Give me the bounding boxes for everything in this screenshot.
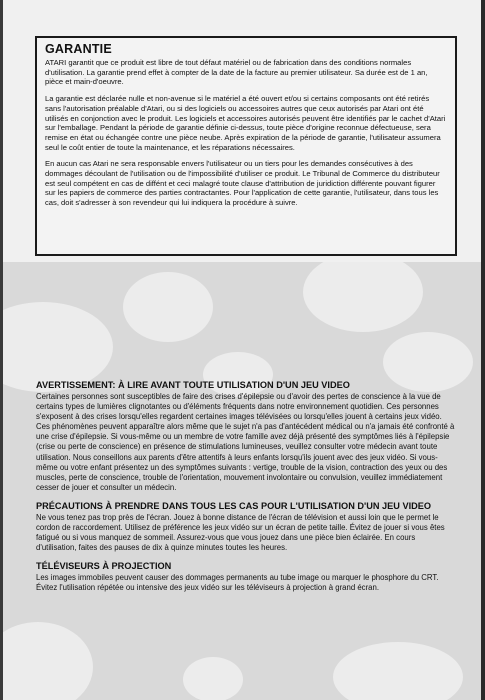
background-blob xyxy=(3,302,113,392)
background-blob xyxy=(183,657,243,700)
section-title: PRÉCAUTIONS À PRENDRE DANS TOUS LES CAS POUR L'UTILISATION D'UN JEU VIDEO xyxy=(36,500,432,511)
section-text: Ne vous tenez pas trop près de l'écran. Jouez à bonne distance de l'écran de télévision et aussi loin que le permet le cordon de raccordement. Utilisez de préférence les jeux vidéo sur un écran de petite taille. Évitez de jouer si vous êtes fatigué ou si vous manquez de sommeil. Assurez-vous que vous jouez dans une pièce bien éclairée. En cours d'utilisation, faites des pauses de dix à quinze minutes toutes les heures. xyxy=(36,512,445,553)
warranty-paragraph: La garantie est déclarée nulle et non-avenue si le matériel a été ouvert et/ou si certains composants ont été retirés sans l'autorisation préalable d'Atari, ou si des logiciels ou accessoires autres que ceux autorisés par Atari ont été utilisés en conjonction avec le produit. Les logiciels et accessoires autorisés peuvent être identifiés par le cachet d'Atari sur l'emballage. Pendant la période de garantie définie ci-dessus, toute pièce d'origine reconnue défectueuse, sera remise en état ou échangée contre une pièce neube. Après expiration de la période de garantie, l'utilisateur assumera seul le coût entier de toute la maintenance, et les réparations nécessaires. xyxy=(45,94,446,152)
background-blob xyxy=(3,622,93,700)
warranty-paragraph: ATARI garantit que ce produit est libre de tout défaut matériel ou de fabrication dans des conditions normales d'utilisation. La garantie prend effet à compter de la date de la facture au premier utilisateur. Sa durée est de 1 an, pièce et main-d'oeuvre. xyxy=(45,58,428,87)
warranty-title: GARANTIE xyxy=(45,42,112,56)
upper-section xyxy=(3,0,481,262)
warranty-box xyxy=(35,36,457,256)
section-title: TÉLÉVISEURS À PROJECTION xyxy=(36,561,172,572)
background-blob xyxy=(123,272,213,342)
section-text: Les images immobiles peuvent causer des dommages permanents au tube image ou marquer le phosphore du CRT. Évitez l'utilisation répétée ou intensive des jeux vidéo sur les téléviseurs à projection à grand écran. xyxy=(36,573,439,593)
background-blob xyxy=(303,262,423,332)
warnings-content xyxy=(36,380,456,602)
background-blob xyxy=(333,642,463,700)
section-title: AVERTISSEMENT: À LIRE AVANT TOUTE UTILISATION D'UN JEU VIDEO xyxy=(36,380,350,390)
page-edge-right xyxy=(481,0,485,700)
warranty-paragraph: En aucun cas Atari ne sera responsable envers l'utilisateur ou un tiers pour les demandes consécutives à des dommages découlant de l'utilisation ou de l'impossibilité d'utiliser ce produit. Le Tribunal de Commerce du distributeur est seul compétent en cas de diffént et ceci malagré toute clause d'attribution de juridiction différente pouvant figurer sur les papiers de commerce des parties contractantes. Pour l'application de cette garantie, l'utilisateur, dans tous les cas, doit s'adresser à son revendeur qui lui indiquera la procédure à suivre. xyxy=(45,159,440,208)
section-text: Certaines personnes sont susceptibles de faire des crises d'épilepsie ou d'avoir des pertes de conscience à la vue de certains types de lumières clignotantes ou d'éléments fréquents dans notre environnement quotidien. Ces personnes s'exposent à des crises lorsqu'elles regardent certaines images télévisées ou lorsqu'elles jouent à certains jeux vidéo. Ces phénomènes peuvent apparaître alors même que le sujet n'a pas d'antécédent médical ou n'a jamais été confronté à une crise d'épilepsie. Si vous-même ou un membre de votre famille avez déjà présenté des symptômes liés à l'épilepsie (crise ou perte de conscience) en présence de stimulations lumineuses, veuillez consulter votre médecin avant toute utilisation. Nous conseillons aux parents d'être attentifs à leurs enfants lorsqu'ils jouent avec des jeux vidéo. Si vous-même ou votre enfant présentez un des symptômes suivants : vertige, trouble de la vision, contraction des yeux ou des muscles, perte de conscience, trouble de l'orientation, mouvement involontaire ou convulsion, veuillez immédiatement cesser de jouer et consulter un médecin. xyxy=(36,392,455,492)
